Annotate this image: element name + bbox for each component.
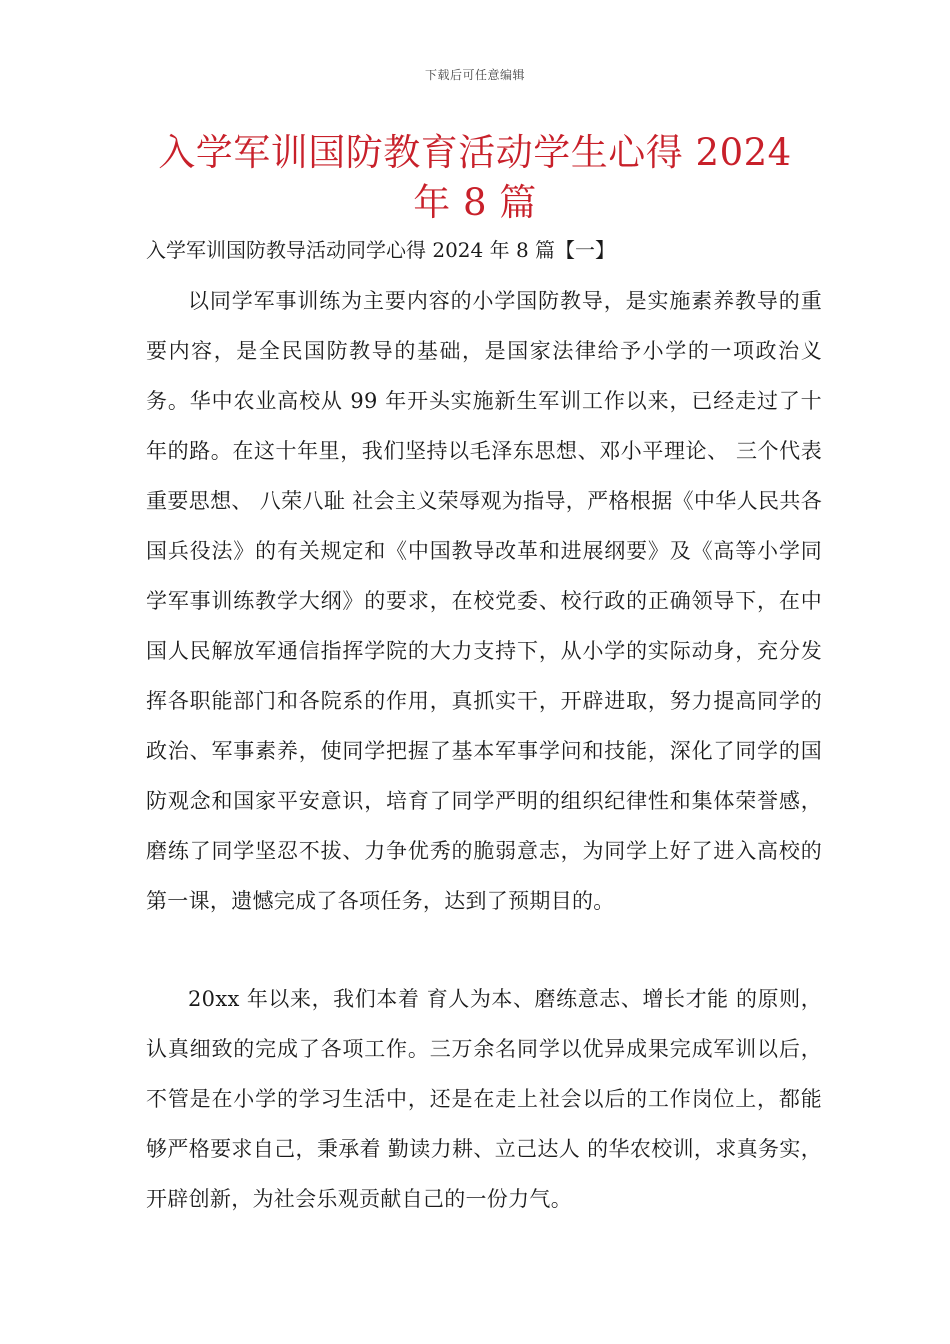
body-paragraph-2: 20xx 年以来，我们本着 育人为本、磨练意志、增长才能 的原则，认真细致的完成了各项工作。三万余名同学以优异成果完成军训以后，不管是在小学的学习生活中，还是在走上社会以后的工作岗位上，都能够严格要求自己，秉承着 勤读力耕、立己达人 的华农校训，求真务实，开辟创新，为社会乐观贡献自己的一份力气。 <box>146 987 822 1211</box>
body-paragraph-1: 以同学军事训练为主要内容的小学国防教导，是实施素养教导的重要内容，是全民国防教导的基础，是国家法律给予小学的一项政治义务。华中农业高校从 99 年开头实施新生军训工作以来，已经走过了十年的路。在这十年里，我们坚持以毛泽东思想、邓小平理论、 三个代表 重要思想、 八荣八耻 社会主义荣辱观为指导，严格根据《中华人民共各国兵役法》的有关规定和《中国教导改革和进展纲要》及《高等小学同学军事训练教学大纲》的要求，在校党委、校行政的正确领导下，在中国人民解放军通信指挥学院的大力支持下，从小学的实际动身，充分发挥各职能部门和各院系的作用，真抓实干，开辟进取，努力提高同学的政治、军事素养，使同学把握了基本军事学问和技能，深化了同学的国防观念和国家平安意识，培育了同学严明的组织纪律性和集体荣誉感，磨练了同学坚忍不拔、力争优秀的脆弱意志，为同学上好了进入高校的第一课，遗憾完成了各项任务，达到了预期目的。 <box>146 289 822 913</box>
header-note: 下载后可任意编辑 <box>424 68 525 82</box>
document-title: 入学军训国防教育活动学生心得 2024 年 8 篇 <box>158 131 792 224</box>
section-heading: 入学军训国防教导活动同学心得 2024 年 8 篇【一】 <box>146 238 616 262</box>
